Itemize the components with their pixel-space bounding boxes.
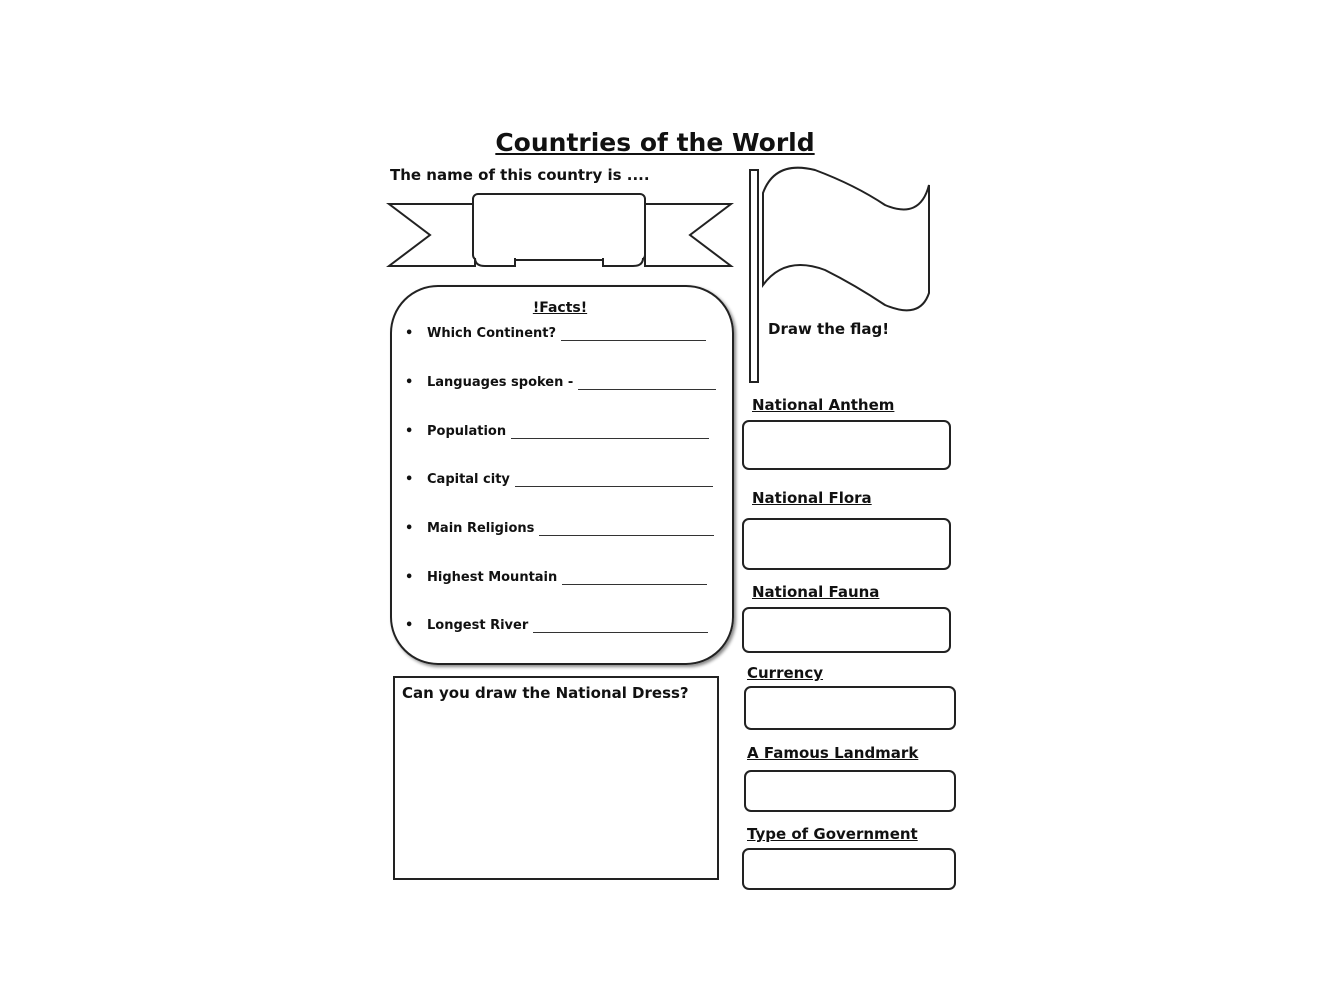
fact-continent: • Which Continent? xyxy=(405,326,706,341)
dress-prompt: Can you draw the National Dress? xyxy=(402,684,689,702)
river-input[interactable] xyxy=(533,620,708,633)
national-dress-drawing-box[interactable] xyxy=(393,676,719,880)
fact-river: • Longest River xyxy=(405,618,708,633)
continent-input[interactable] xyxy=(561,328,706,341)
government-box[interactable] xyxy=(742,848,956,890)
government-label: Type of Government xyxy=(747,825,918,843)
currency-label: Currency xyxy=(747,664,824,682)
landmark-box[interactable] xyxy=(744,770,956,812)
fauna-box[interactable] xyxy=(742,607,951,653)
country-name-banner[interactable] xyxy=(385,190,735,272)
flora-box[interactable] xyxy=(742,518,951,570)
fact-languages: • Languages spoken - xyxy=(405,375,716,390)
mountain-input[interactable] xyxy=(562,572,707,585)
fact-capital: • Capital city xyxy=(405,472,713,487)
country-name-prompt: The name of this country is .... xyxy=(390,166,650,184)
facts-heading: !Facts! xyxy=(532,300,588,316)
currency-box[interactable] xyxy=(744,686,956,730)
population-input[interactable] xyxy=(511,426,709,439)
flora-label: National Flora xyxy=(752,489,872,507)
landmark-label: A Famous Landmark xyxy=(747,744,919,762)
flag-drawing-area[interactable] xyxy=(745,165,935,387)
fauna-label: National Fauna xyxy=(752,583,880,601)
languages-input[interactable] xyxy=(578,377,716,390)
fact-mountain: • Highest Mountain xyxy=(405,570,707,585)
anthem-box[interactable] xyxy=(742,420,951,470)
anthem-label: National Anthem xyxy=(752,396,895,414)
fact-religions: • Main Religions xyxy=(405,521,714,536)
flag-prompt: Draw the flag! xyxy=(768,320,890,338)
capital-input[interactable] xyxy=(515,474,713,487)
page-title: Countries of the World xyxy=(495,128,815,157)
fact-population: • Population xyxy=(405,424,709,439)
religions-input[interactable] xyxy=(539,523,714,536)
